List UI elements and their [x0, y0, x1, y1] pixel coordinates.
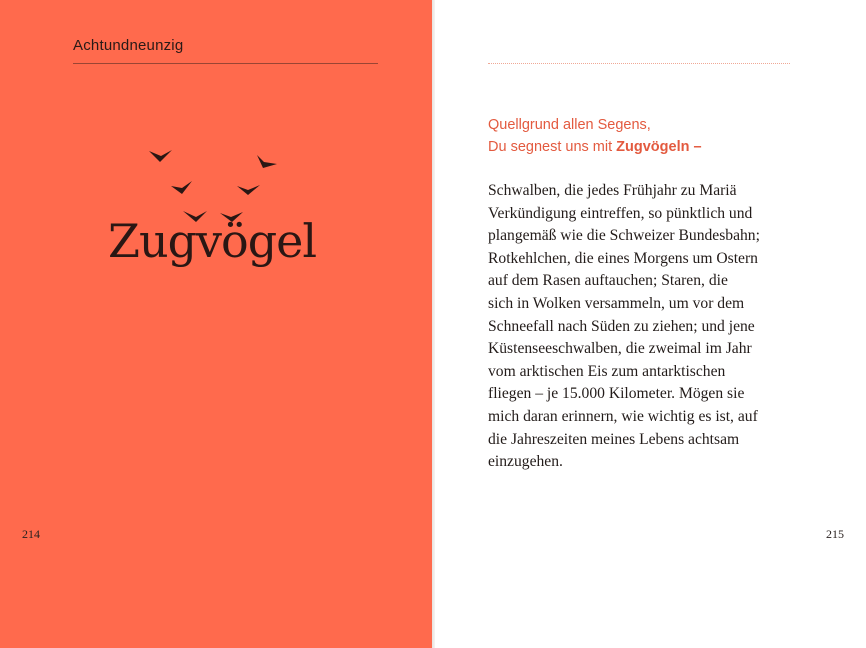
body-line: fliegen – je 15.000 Kilometer. Mögen sie [488, 385, 745, 403]
page-number-right: 215 [826, 527, 844, 541]
subtitle-line-1: Quellgrund allen Segens, [488, 117, 651, 133]
prayer-subtitle [488, 114, 808, 158]
body-line: einzugehen. [488, 453, 563, 471]
body-text [488, 180, 803, 474]
page-number-left: 214 [22, 527, 40, 541]
body-line: Verkündigung eintreffen, so pünktlich und [488, 204, 753, 222]
chapter-heading: Achtundneunzig [73, 37, 184, 54]
body-line: Schwalben, die jedes Frühjahr zu Mariä [488, 182, 737, 199]
body-line: Rotkehlchen, die eines Morgens um Ostern [488, 249, 758, 267]
bird-icon [237, 185, 260, 195]
body-line: Küstenseeschwalben, die zweimal im Jahr [488, 340, 752, 358]
body-line: Schneefall nach Süden zu ziehen; und jene [488, 317, 755, 335]
body-line: sich in Wolken versammeln, um vor dem [488, 294, 745, 312]
bird-icon [149, 150, 172, 162]
chapter-rule [73, 63, 378, 64]
left-page [0, 0, 432, 648]
bird-icon [171, 181, 192, 194]
body-line: plangemäß wie die Schweizer Bundesbahn; [488, 227, 760, 245]
body-line: die Jahreszeiten meines Lebens achtsam [488, 430, 740, 448]
subtitle-line-2-bold: Zugvögeln – [616, 139, 702, 155]
body-line: mich daran erinnern, wie wichtig es ist, auf [488, 407, 758, 425]
subtitle-line-2-prefix: Du segnest uns mit [488, 139, 617, 155]
page-title: Zugvögel [108, 214, 317, 268]
body-line: auf dem Rasen auftauchen; Staren, die [488, 272, 728, 290]
bird-icon [257, 155, 277, 168]
body-line: vom arktischen Eis zum antarktischen [488, 362, 726, 380]
dotted-rule [488, 63, 790, 64]
